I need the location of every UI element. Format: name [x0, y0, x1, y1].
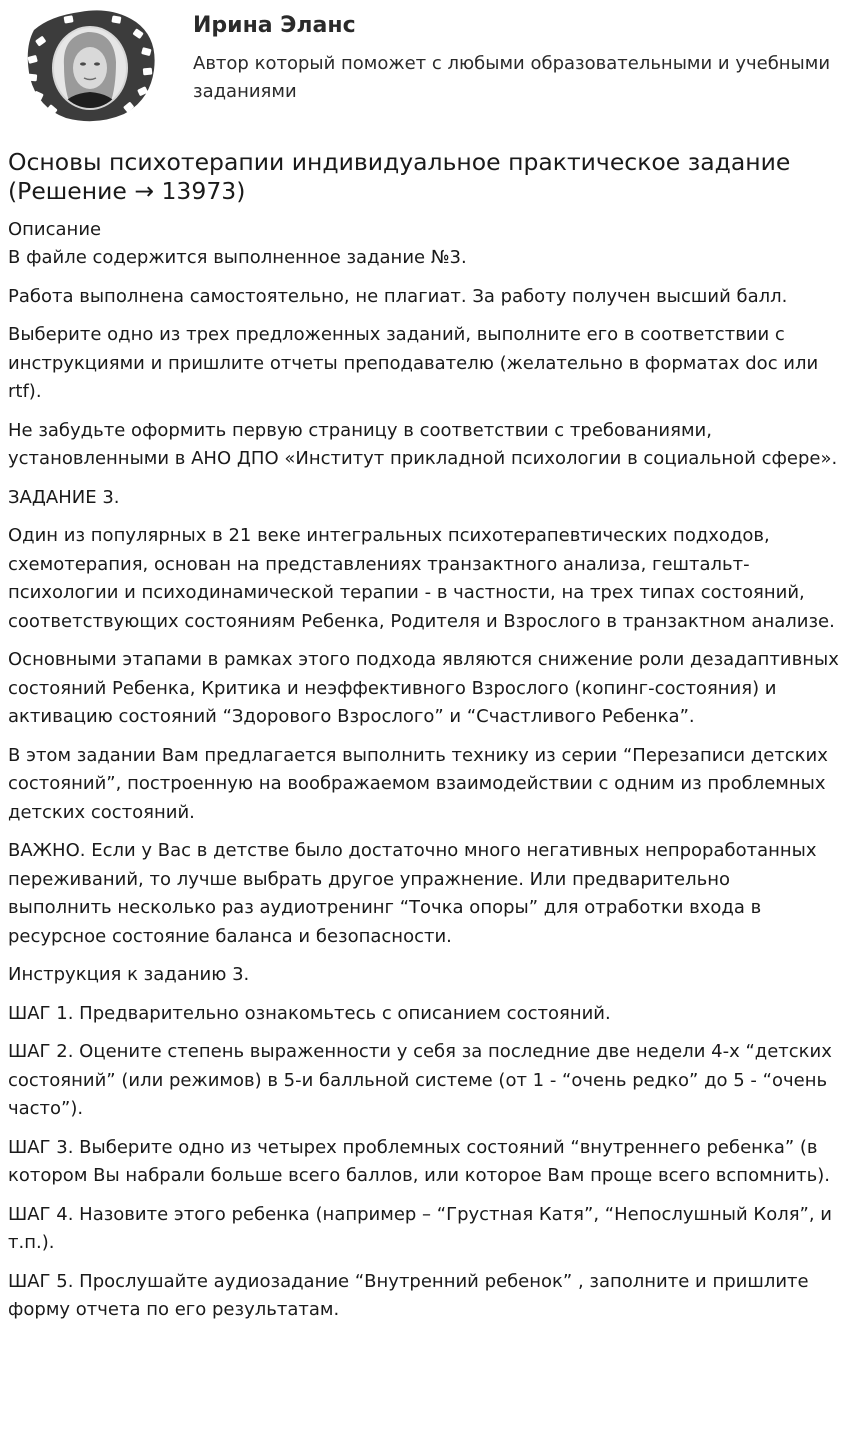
author-name[interactable]: Ирина Эланс: [193, 13, 356, 38]
page-title: Основы психотерапии индивидуальное практическое задание (Решение → 13973): [8, 148, 791, 205]
author-avatar[interactable]: [16, 8, 159, 126]
step-4: ШАГ 4. Назовите этого ребенка (например – “Грустная Катя”, “Непослушный Коля”, и т.п.).: [8, 1203, 833, 1253]
paragraph: В файле содержится выполненное задание №3.: [8, 247, 467, 268]
paragraph: Работа выполнена самостоятельно, не плагиат. За работу получен высший балл.: [8, 285, 788, 307]
important-note: ВАЖНО. Если у Вас в детстве было достаточно много негативных непроработанных переживаний, то лучше выбрать другое упражнение. Или предварительно выполнить несколько раз аудиотренинг “Точка опоры” для отработки входа в ресурсное состояние баланса и безопасности.: [8, 840, 817, 947]
step-3: ШАГ 3. Выберите одно из четырех проблемных состояний “внутреннего ребенка” (в котором Вы набрали больше всего баллов, или которое Вам проще всего вспомнить).: [8, 1136, 830, 1186]
description-content: [8, 244, 839, 1325]
paragraph: Один из популярных в 21 веке интегральных психотерапевтических подходов, схемотерапия, основан на представлениях транзактного анализа, гештальт-психологии и психодинамической терапии - в частности, на трех типах состояний, соответствующих состояниям Ребенка, Родителя и Взрослого в транзактном анализе.: [8, 525, 835, 632]
step-2: ШАГ 2. Оцените степень выраженности у себя за последние две недели 4-х “детских состояний” (или режимов) в 5-и балльной системе (от 1 - “очень редко” до 5 - “очень часто”).: [8, 1041, 832, 1119]
step-5: ШАГ 5. Прослушайте аудиозадание “Внутренний ребенок” , заполните и пришлите форму отчета по его результатам.: [8, 1270, 809, 1320]
paragraph: Выберите одно из трех предложенных заданий, выполните его в соответствии с инструкциями и пришлите отчеты преподавателю (желательно в форматах doc или rtf).: [8, 324, 819, 402]
author-description: Автор который поможет с любыми образовательными и учебными заданиями: [193, 53, 831, 102]
paragraph: Не забудьте оформить первую страницу в соответствии с требованиями, установленными в АНО ДПО «Институт прикладной психологии в социальной сфере».: [8, 419, 838, 469]
paragraph: В этом задании Вам предлагается выполнить технику из серии “Перезаписи детских состояний”, построенную на воображаемом взаимодействии с одним из проблемных детских состояний.: [8, 744, 828, 823]
author-block: [8, 0, 839, 132]
author-info: [193, 10, 833, 106]
paragraph: Основными этапами в рамках этого подхода являются снижение роли дезадаптивных состояний Ребенка, Критика и неэффективного Взрослого (копинг-состояния) и активацию состояний “Здорового Взрослого” и “Счастливого Ребенка”.: [8, 649, 839, 727]
step-1: ШАГ 1. Предварительно ознакомьтесь с описанием состояний.: [8, 1002, 611, 1024]
instruction-heading: Инструкция к заданию 3.: [8, 964, 250, 985]
description-label: Описание: [8, 219, 102, 240]
task-heading: ЗАДАНИЕ 3.: [8, 486, 120, 508]
